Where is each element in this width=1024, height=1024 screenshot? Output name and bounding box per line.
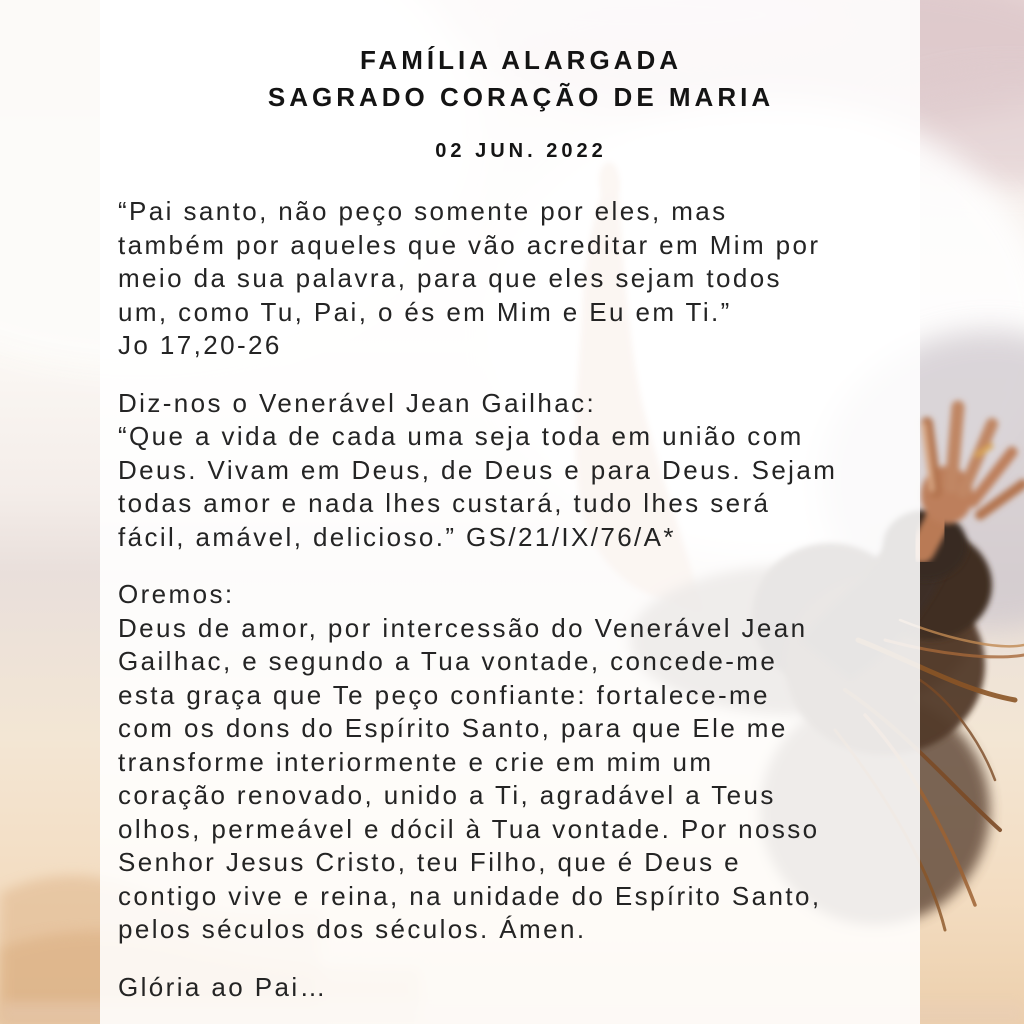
title-line-2: SAGRADO CORAÇÃO DE MARIA: [267, 82, 775, 112]
scripture-reference: Jo 17,20-26: [118, 330, 282, 360]
scripture-line: também por aqueles que vão acreditar em Mim por: [118, 229, 821, 260]
gailhac-intro: Diz-nos o Venerável Jean Gailhac:: [118, 387, 597, 418]
prayer: [118, 578, 924, 947]
scripture-line: meio da sua palavra, para que eles sejam todos: [118, 263, 782, 293]
prayer-line: pelos séculos dos séculos. Ámen.: [118, 914, 587, 944]
prayer-line: esta graça que Te peço confiante: fortalece-me: [118, 679, 770, 710]
prayer-line: coração renovado, unido a Ti, agradável a Teus: [118, 780, 776, 810]
scripture-quote: [118, 195, 924, 363]
prayer-line: Deus de amor, por intercessão do Venerável Jean: [118, 612, 808, 643]
prayer-line: olhos, permeável e dócil à Tua vontade. Por nosso: [118, 813, 820, 844]
poster-title: [118, 42, 924, 116]
poster-body: [118, 195, 924, 1004]
prayer-line: Senhor Jesus Cristo, teu Filho, que é Deus e: [118, 847, 741, 877]
date-label: 02 JUN. 2022: [435, 140, 607, 162]
scripture-line: “Pai santo, não peço somente por eles, mas: [118, 196, 728, 226]
closing-line-block: [118, 971, 924, 1005]
scripture-line: um, como Tu, Pai, o és em Mim e Eu em Ti.”: [118, 296, 732, 327]
prayer-line: transforme interiormente e crie em mim um: [118, 746, 714, 777]
gailhac-line: Deus. Vivam em Deus, de Deus e para Deus. Sejam: [118, 454, 838, 485]
closing-line: Glória ao Pai…: [118, 971, 328, 1002]
title-line-1: FAMÍLIA ALARGADA: [359, 45, 683, 75]
gailhac-quote: [118, 387, 924, 555]
gailhac-line: todas amor e nada lhes custará, tudo lhes será: [118, 488, 771, 518]
gailhac-line-reference: fácil, amável, delicioso.” GS/21/IX/76/A*: [118, 521, 676, 552]
prayer-line: com os dons do Espírito Santo, para que Ele me: [118, 713, 788, 743]
prayer-line: Gailhac, e segundo a Tua vontade, concede-me: [118, 646, 778, 676]
prayer-heading: Oremos:: [118, 579, 235, 609]
gailhac-line: “Que a vida de cada uma seja toda em união com: [118, 421, 804, 451]
prayer-line: contigo vive e reina, na unidade do Espírito Santo,: [118, 880, 822, 911]
